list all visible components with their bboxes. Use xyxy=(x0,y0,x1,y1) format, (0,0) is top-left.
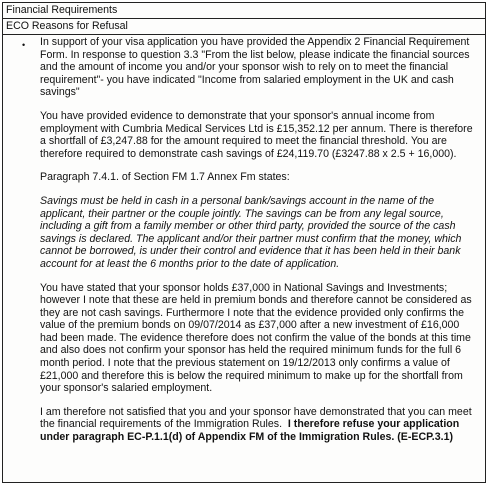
paragraph-application-form: In support of your visa application you have provided the Appendix 2 Financial Requirement Form. In response to question 3.3 "From the list below, please indicate the financial sources and the amount of income you and/or your sponsor wish to rely on to meet the financial requirement"- you have indicated "Income from salaried employment in the UK and cash savings" xyxy=(40,36,470,99)
decision-refusal-text: I therefore refuse your application under paragraph EC-P.1.1(d) of Appendix FM of the Immigration Rules. (E-ECP.3.1) xyxy=(40,418,460,444)
paragraph-rule-reference: Paragraph 7.4.1. of Section FM 1.7 Annex Fm states: xyxy=(40,171,290,184)
paragraph-decision xyxy=(40,406,477,444)
paragraph-rule-quote: Savings must be held in cash in a personal bank/savings account in the name of the applicant, their partner or the couple jointly. The savings can be from any legal source, including a gift from a family member or other third party, provided the source of the cash savings is declared. The applicant and/or their partner must confirm that the money, which cannot be borrowed, is under their control and evidence that it has been held in their bank account for at least the 6 months prior to the date of application. xyxy=(40,194,462,270)
section-subtitle: ECO Reasons for Refusal xyxy=(3,19,485,35)
decision-text: I am therefore not satisfied that you and your sponsor have demonstrated that you can meet the financial requirements of the Immigration Rules. xyxy=(40,405,472,431)
bullet-glyph: • xyxy=(22,40,26,50)
refusal-body xyxy=(3,36,485,444)
section-title: Financial Requirements xyxy=(3,3,485,19)
refusal-document xyxy=(2,2,486,483)
paragraph-savings-assessment: You have stated that your sponsor holds £37,000 in National Savings and Investments; however I note that these are held in premium bonds and therefore cannot be considered as they are not cash savings. Furthermore I note that the evidence provided only confirms the value of the premium bonds on 09/07/2014 as £37,000 after a new investment of £16,000 had been made. The evidence therefore does not confirm the value of the bonds at this time and also does not confirm your sponsor has held the required minimum funds for the full 6 month period. I note that the previous statement on 19/12/2013 only confirms a value of £21,000 and therefore this is below the required minimum to make up for the shortfall from your sponsor's salaried employment. xyxy=(40,281,472,395)
paragraph-income-shortfall: You have provided evidence to demonstrate that your sponsor's annual income from employment with Cumbria Medical Services Ltd is £15,352.12 per annum. There is therefore a shortfall of £3,247.88 for the amount required to meet the financial threshold. You are therefore required to demonstrate cash savings of £24,119.70 (£3247.88 x 2.5 + 16,000). xyxy=(40,109,473,160)
